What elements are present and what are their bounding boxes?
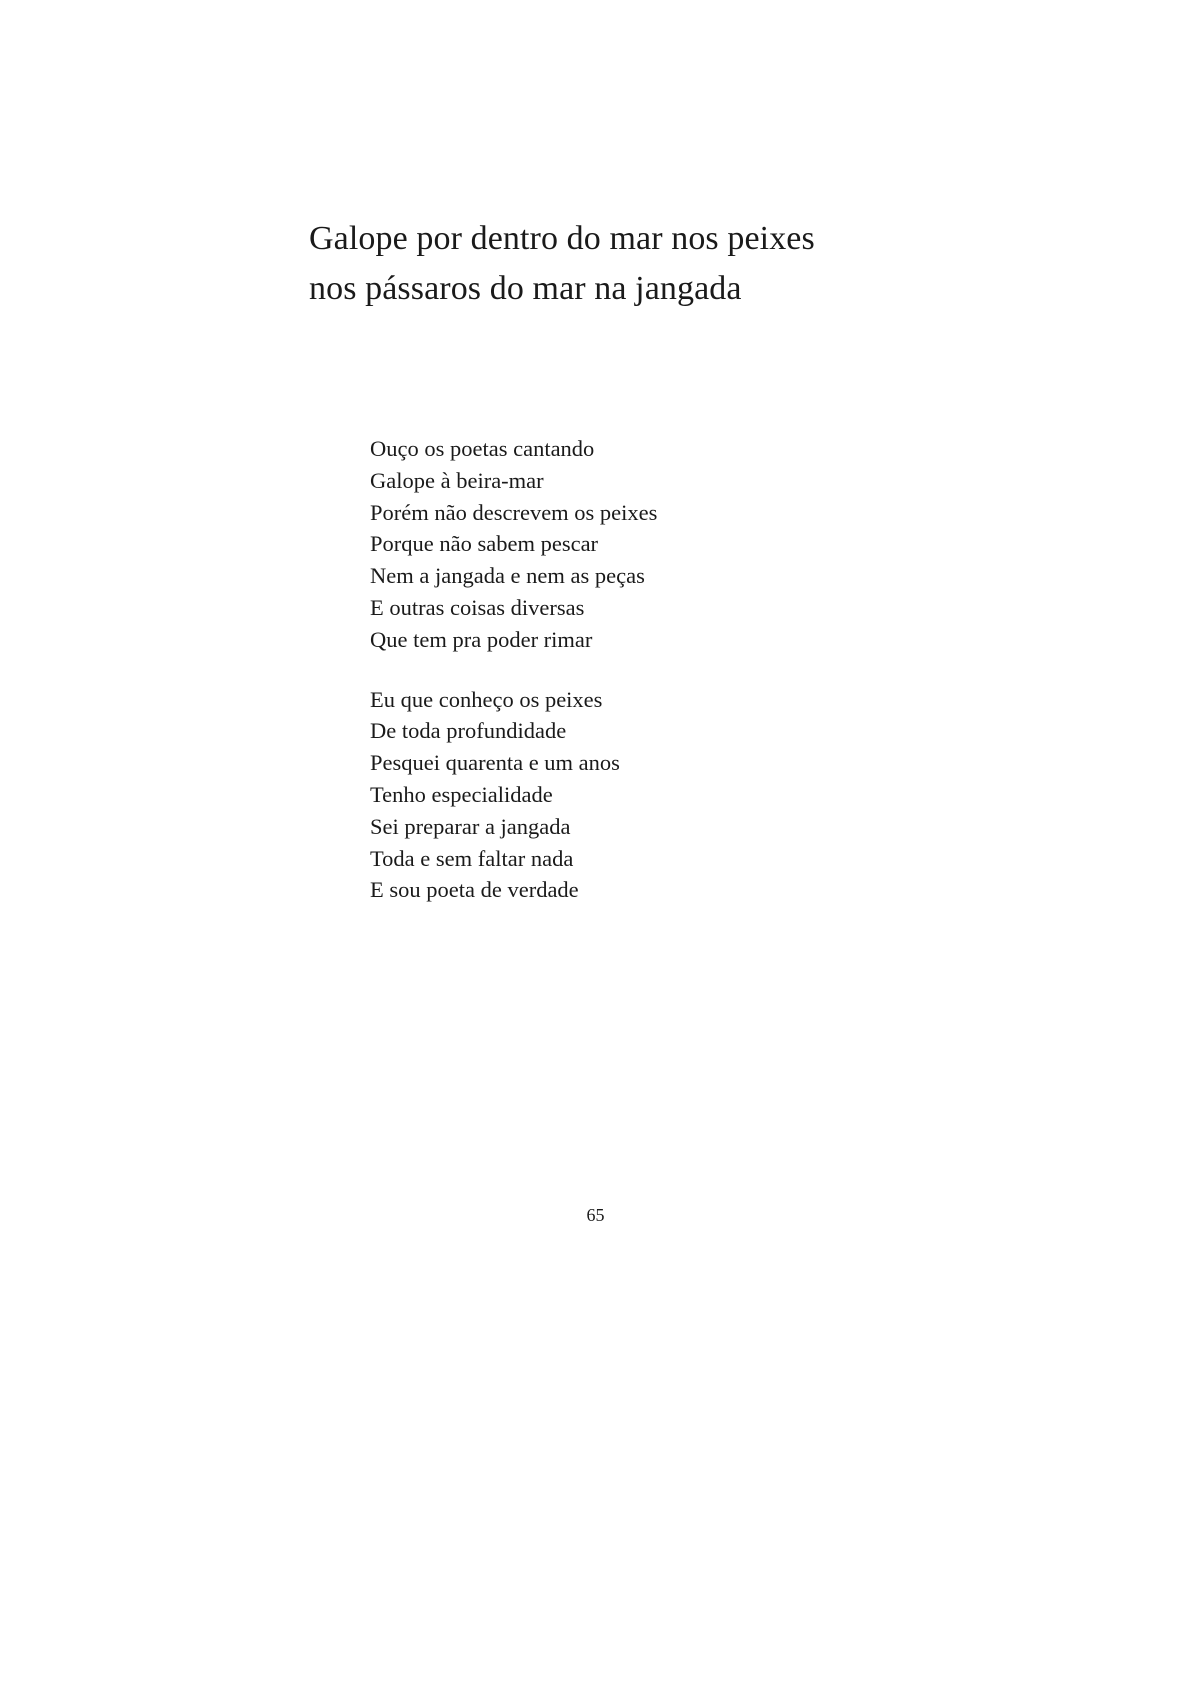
verse-line: Sei preparar a jangada xyxy=(370,813,571,839)
title-line: nos pássaros do mar na jangada xyxy=(309,270,742,307)
verse-line: Pesquei quarenta e um anos xyxy=(370,750,620,776)
page-number: 65 xyxy=(586,1205,605,1225)
poem-title xyxy=(309,214,815,314)
verse-line: Que tem pra poder rimar xyxy=(370,626,593,652)
verse-line: Nem a jangada e nem as peças xyxy=(370,563,645,589)
poem-body xyxy=(370,433,657,906)
verse-line: Ouço os poetas cantando xyxy=(370,436,595,461)
verse-line: Tenho especialidade xyxy=(370,781,553,807)
verse-line: Toda e sem faltar nada xyxy=(370,845,574,871)
verse-line: Porque não sabem pescar xyxy=(370,531,599,557)
stanza-1 xyxy=(370,433,657,656)
stanza-2 xyxy=(370,684,657,907)
verse-line: Porém não descrevem os peixes xyxy=(370,499,658,525)
title-line: Galope por dentro do mar nos peixes xyxy=(309,220,815,257)
verse-line: E sou poeta de verdade xyxy=(370,877,579,903)
verse-line: E outras coisas diversas xyxy=(370,594,585,620)
verse-line: De toda profundidade xyxy=(370,718,567,744)
verse-line: Eu que conheço os peixes xyxy=(370,686,603,712)
verse-line: Galope à beira-mar xyxy=(370,467,544,493)
